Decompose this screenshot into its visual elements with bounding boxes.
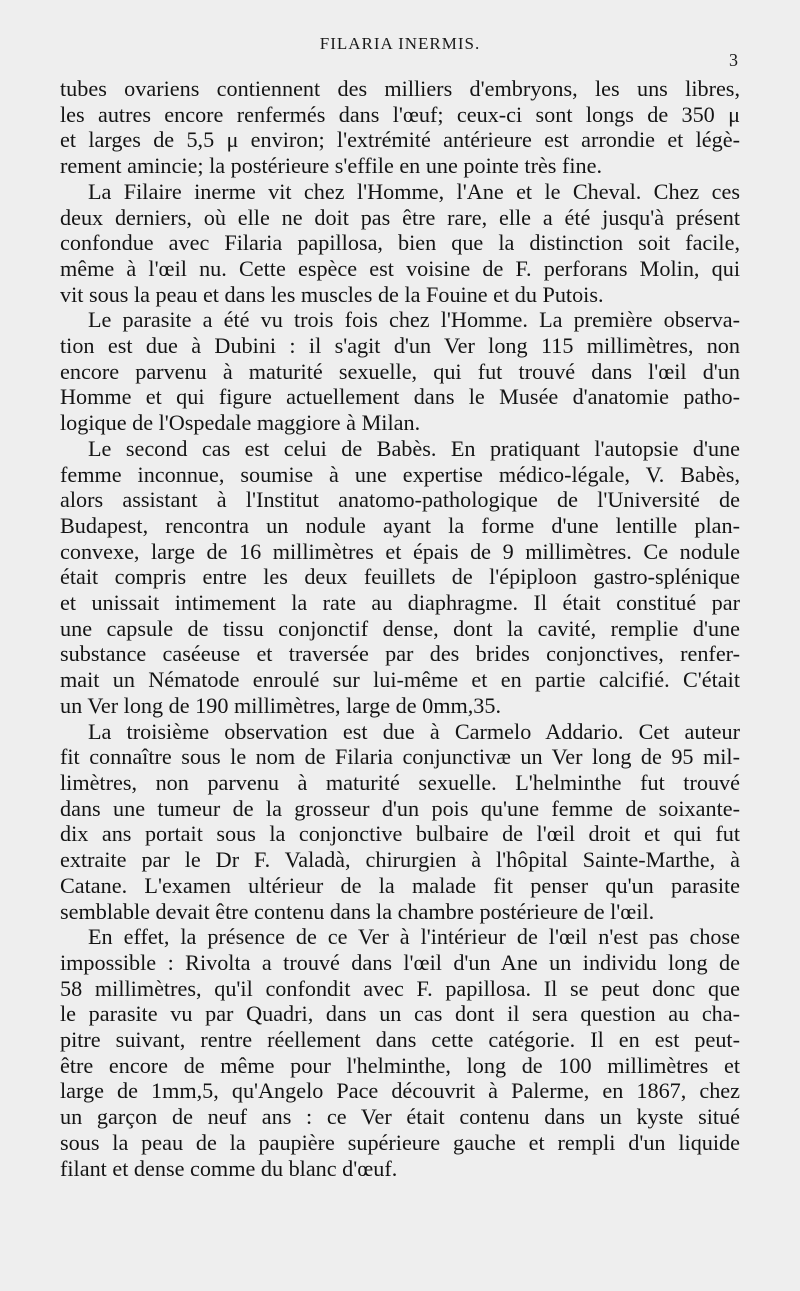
- text-line: un Ver long de 190 millimètres, large de 0mm,35.: [60, 692, 502, 718]
- paragraph: [60, 924, 740, 1181]
- text-line: un garçon de neuf ans : ce Ver était contenu dans un kyste situé: [60, 1104, 740, 1130]
- text-line: mait un Nématode enroulé sur lui-même et en partie calcifié. C'était: [60, 667, 740, 693]
- text-line: impossible : Rivolta a trouvé dans l'œil d'un Ane un individu long de: [60, 949, 740, 975]
- body-text: [60, 76, 740, 1181]
- text-line: La Filaire inerme vit chez l'Homme, l'Ane et le Cheval. Chez ces: [88, 178, 740, 204]
- text-line: les autres encore renfermés dans l'œuf; ceux-ci sont longs de 350 μ: [60, 101, 740, 127]
- text-line: dans une tumeur de la grosseur d'un pois qu'une femme de soixante-: [60, 795, 740, 821]
- text-line: semblable devait être contenu dans la chambre postérieure de l'œil.: [60, 898, 655, 924]
- text-line: confondue avec Filaria papillosa, bien que la distinction soit facile,: [60, 230, 740, 256]
- text-line: rement amincie; la postérieure s'effile en une pointe très fine.: [60, 153, 603, 179]
- text-line: logique de l'Ospedale maggiore à Milan.: [60, 410, 421, 436]
- text-line: le parasite vu par Quadri, dans un cas dont il sera question au cha-: [60, 1001, 740, 1027]
- text-line: était compris entre les deux feuillets de l'épiploon gastro-splénique: [60, 564, 740, 590]
- paragraph: [60, 719, 740, 925]
- page-number: 3: [729, 50, 738, 70]
- text-line: 58 millimètres, qu'il confondit avec F. papillosa. Il se peut donc que: [60, 975, 740, 1001]
- text-line: fit connaître sous le nom de Filaria conjunctivæ un Ver long de 95 mil-: [60, 744, 740, 770]
- text-line: sous la peau de la paupière supérieure gauche et rempli d'un liquide: [60, 1129, 740, 1155]
- text-line: Homme et qui figure actuellement dans le Musée d'anatomie patho-: [60, 384, 740, 410]
- text-line: convexe, large de 16 millimètres et épais de 9 millimètres. Ce nodule: [60, 538, 740, 564]
- text-line: vit sous la peau et dans les muscles de la Fouine et du Putois.: [60, 281, 604, 307]
- text-line: Le parasite a été vu trois fois chez l'Homme. La première observa-: [88, 307, 740, 333]
- text-line: Le second cas est celui de Babès. En pratiquant l'autopsie d'une: [88, 435, 740, 461]
- text-line: et larges de 5,5 μ environ; l'extrémité antérieure est arrondie et légè-: [60, 127, 740, 153]
- paragraph: [60, 76, 740, 179]
- text-line: femme inconnue, soumise à une expertise médico-légale, V. Babès,: [60, 461, 740, 487]
- paragraph: [60, 436, 740, 719]
- paragraph: [60, 179, 740, 308]
- text-line: limètres, non parvenu à maturité sexuelle. L'helminthe fut trouvé: [60, 769, 740, 795]
- text-line: Catane. L'examen ultérieur de la malade fit penser qu'un parasite: [60, 872, 740, 898]
- text-line: extraite par le Dr F. Valadà, chirurgien à l'hôpital Sainte-Marthe, à: [60, 847, 740, 873]
- text-line: une capsule de tissu conjonctif dense, dont la cavité, remplie d'une: [60, 615, 740, 641]
- running-title: FILARIA INERMIS.: [319, 34, 481, 53]
- text-line: même à l'œil nu. Cette espèce est voisine de F. perforans Molin, qui: [60, 255, 740, 281]
- paragraph: [60, 307, 740, 436]
- text-line: La troisième observation est due à Carmelo Addario. Cet auteur: [88, 718, 740, 744]
- text-line: et unissait intimement la rate au diaphragme. Il était constitué par: [60, 590, 740, 616]
- text-line: pitre suivant, rentre réellement dans cette catégorie. Il en est peut-: [60, 1027, 740, 1053]
- text-line: tion est due à Dubini : il s'agit d'un Ver long 115 millimètres, non: [60, 333, 740, 359]
- text-line: filant et dense comme du blanc d'œuf.: [60, 1155, 398, 1181]
- text-line: deux derniers, où elle ne doit pas être rare, elle a été jusqu'à présent: [60, 204, 740, 230]
- text-line: substance caséeuse et traversée par des brides conjonctives, renfer-: [60, 641, 740, 667]
- text-line: En effet, la présence de ce Ver à l'intérieur de l'œil n'est pas chose: [88, 924, 740, 950]
- text-line: encore parvenu à maturité sexuelle, qui fut trouvé dans l'œil d'un: [60, 358, 740, 384]
- text-line: dix ans portait sous la conjonctive bulbaire de l'œil droit et qui fut: [60, 821, 740, 847]
- text-line: Budapest, rencontra un nodule ayant la forme d'une lentille plan-: [60, 512, 740, 538]
- text-line: large de 1mm,5, qu'Angelo Pace découvrit à Palerme, en 1867, chez: [60, 1078, 740, 1104]
- text-line: tubes ovariens contiennent des milliers d'embryons, les uns libres,: [60, 76, 740, 101]
- text-line: alors assistant à l'Institut anatomo-pathologique de l'Université de: [60, 487, 740, 513]
- text-line: être encore de même pour l'helminthe, long de 100 millimètres et: [60, 1052, 740, 1078]
